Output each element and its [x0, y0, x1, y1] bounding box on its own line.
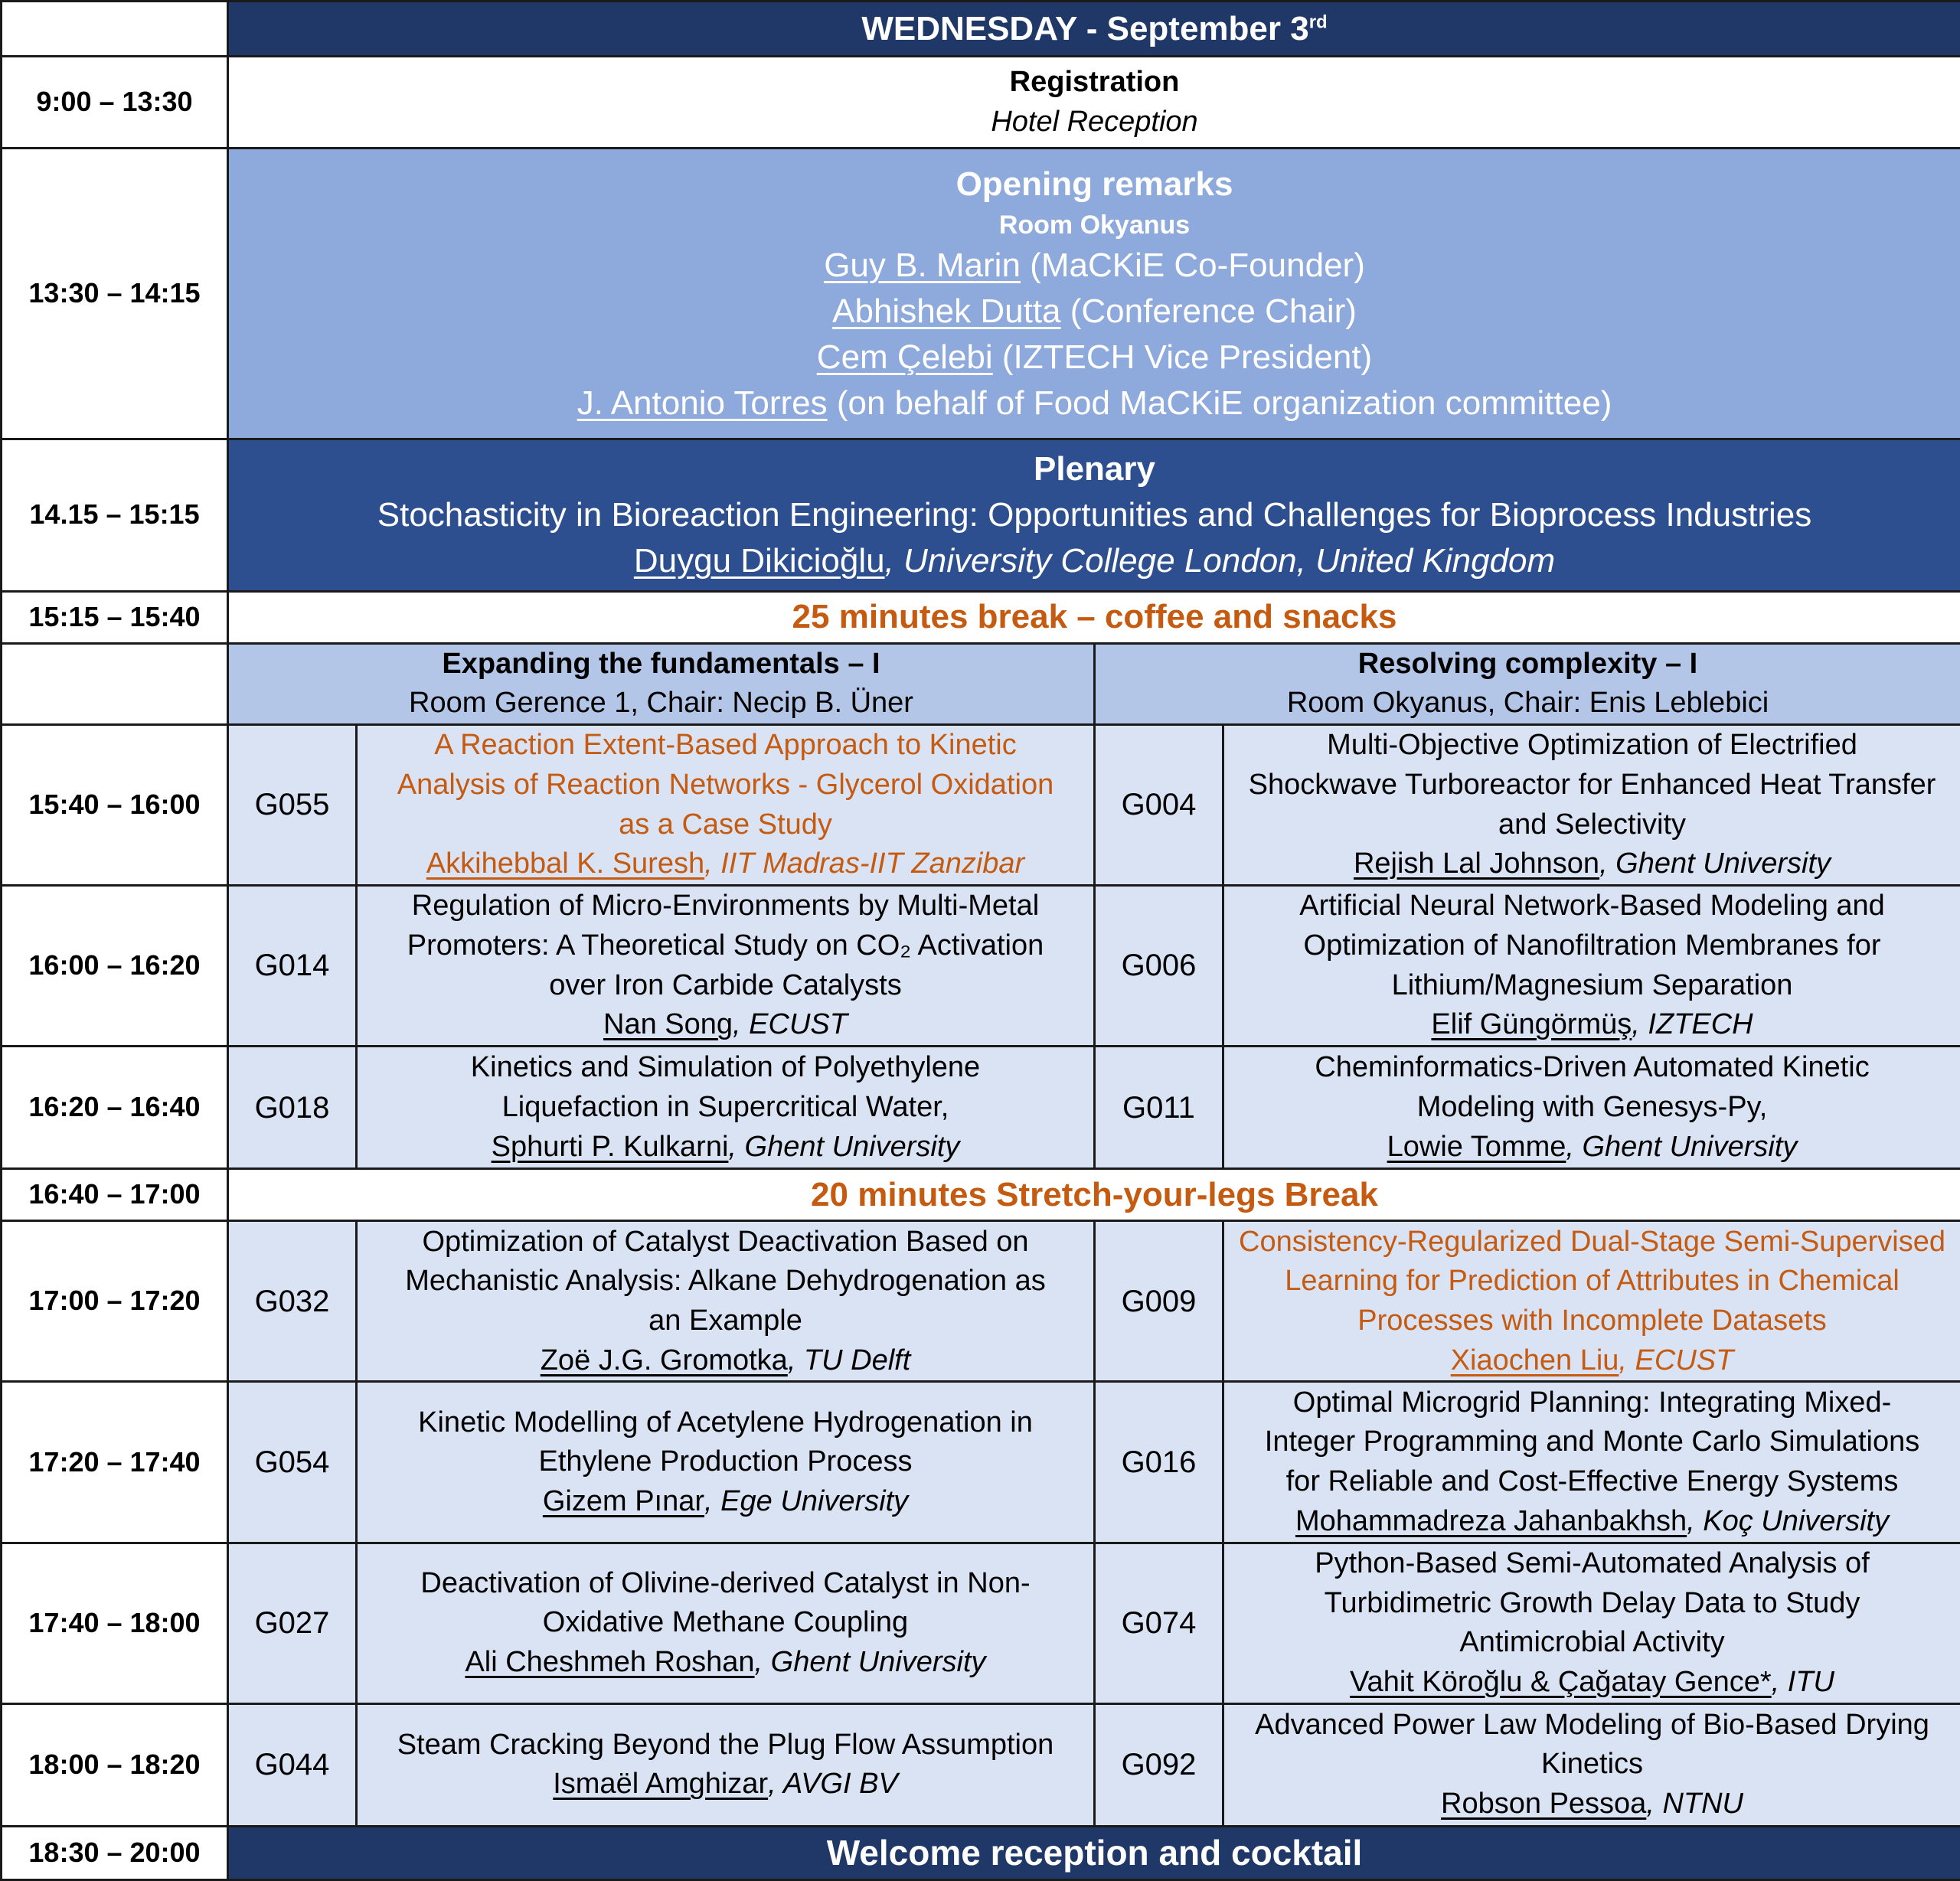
- time-cell: 17:00 – 17:20: [2, 1221, 228, 1382]
- session-right-title: Resolving complexity – I: [1357, 647, 1698, 680]
- talk-title-line: Optimization of Catalyst Deactivation Based on: [422, 1225, 1029, 1258]
- talk-title-line: Integer Programming and Monte Carlo Simulations: [1264, 1425, 1920, 1458]
- time-cell: 13:30 – 14:15: [2, 149, 228, 439]
- talk-author: Rejish Lal Johnson: [1353, 847, 1600, 880]
- talk-slot-row: [2, 1382, 1960, 1543]
- talk-affiliation: , Ghent University: [728, 1130, 960, 1163]
- talk-details: [357, 1221, 1095, 1382]
- talk-code: G092: [1095, 1703, 1223, 1826]
- talk-code: G016: [1095, 1382, 1223, 1543]
- opening-speaker: [234, 289, 1955, 335]
- talk-code: G006: [1095, 886, 1223, 1047]
- break-label: 25 minutes break – coffee and snacks: [228, 591, 1960, 643]
- time-cell: 18:30 – 20:00: [2, 1826, 228, 1879]
- time-cell: [2, 643, 228, 724]
- talk-affiliation: , Ege University: [704, 1484, 909, 1517]
- opening-title: Opening remarks: [956, 165, 1233, 204]
- talk-slot-row: [2, 724, 1960, 885]
- welcome-row: [2, 1826, 1960, 1879]
- talk-title-line: Modeling with Genesys-Py,: [1416, 1090, 1768, 1123]
- talk-author: Zoë J.G. Gromotka: [540, 1344, 788, 1376]
- talk-author: Nan Song: [603, 1008, 733, 1041]
- registration-row: [2, 57, 1960, 149]
- talk-title-line: Regulation of Micro-Environments by Multi-Metal: [411, 890, 1040, 923]
- speaker-name: Guy B. Marin: [824, 247, 1021, 285]
- talk-code: G032: [228, 1221, 357, 1382]
- talk-details: [1223, 886, 1960, 1047]
- plenary-cell: [228, 439, 1960, 591]
- plenary-title: Plenary: [1034, 450, 1155, 488]
- session-left-room: Room Gerence 1, Chair: Necip B. Üner: [409, 687, 913, 720]
- opening-row: [2, 149, 1960, 439]
- break-row: [2, 591, 1960, 643]
- talk-author: Ismaël Amghizar: [553, 1768, 769, 1801]
- header-time-cell: [2, 2, 228, 57]
- talk-title-line: Antimicrobial Activity: [1459, 1626, 1725, 1659]
- talk-title-line: Deactivation of Olivine-derived Catalyst in Non-: [420, 1566, 1031, 1599]
- speaker-role: (MaCKiE Co-Founder): [1020, 247, 1365, 285]
- day-suffix: rd: [1308, 11, 1328, 32]
- talk-slot-row: [2, 1703, 1960, 1826]
- talk-details: [357, 1543, 1095, 1703]
- talk-slot-row: [2, 886, 1960, 1047]
- talk-author: Lowie Tomme: [1387, 1130, 1566, 1163]
- plenary-speaker: Duygu Dikicioğlu: [633, 541, 885, 580]
- time-cell: 17:40 – 18:00: [2, 1543, 228, 1703]
- talk-code: G004: [1095, 724, 1223, 885]
- talk-title-line: over Iron Carbide Catalysts: [549, 968, 902, 1001]
- talk-affiliation: , NTNU: [1646, 1788, 1743, 1821]
- talk-affiliation: , Koç University: [1687, 1504, 1890, 1537]
- registration-title: Registration: [1009, 65, 1180, 98]
- talk-title-line: for Reliable and Cost-Effective Energy Systems: [1285, 1465, 1899, 1498]
- talk-author: Elif Güngörmüş: [1431, 1008, 1632, 1041]
- talk-author: Xiaochen Liu: [1450, 1344, 1619, 1376]
- opening-speaker: [234, 243, 1955, 289]
- time-cell: 16:20 – 16:40: [2, 1047, 228, 1169]
- talk-code: G074: [1095, 1543, 1223, 1703]
- plenary-talk: Stochasticity in Bioreaction Engineering: Opportunities and Challenges for Bioprocess Industries: [377, 496, 1812, 534]
- talk-title-line: Artificial Neural Network-Based Modeling and: [1299, 890, 1885, 923]
- talk-slot-row: [2, 1543, 1960, 1703]
- opening-room: Room Okyanus: [998, 210, 1191, 240]
- welcome-label: Welcome reception and cocktail: [228, 1826, 1960, 1879]
- talk-title-line: Learning for Prediction of Attributes in Chemical: [1285, 1265, 1900, 1298]
- talk-title-line: Analysis of Reaction Networks - Glycerol Oxidation: [397, 768, 1054, 801]
- talk-title-line: Python-Based Semi-Automated Analysis of: [1315, 1546, 1870, 1579]
- talk-title-line: and Selectivity: [1498, 808, 1687, 841]
- talk-author: Sphurti P. Kulkarni: [491, 1130, 729, 1163]
- talk-title-line: Advanced Power Law Modeling of Bio-Based Drying: [1255, 1708, 1929, 1741]
- talk-title-line: Optimal Microgrid Planning: Integrating Mixed-: [1292, 1386, 1892, 1419]
- talk-title-line: Shockwave Turboreactor for Enhanced Heat Transfer: [1248, 768, 1936, 801]
- day-header-row: [2, 2, 1960, 57]
- talk-title-line: an Example: [648, 1304, 802, 1337]
- talk-title-line: Lithium/Magnesium Separation: [1391, 968, 1793, 1001]
- talk-title-line: Optimization of Nanofiltration Membranes for: [1303, 929, 1881, 962]
- talk-title-line: as a Case Study: [619, 808, 832, 841]
- session-right: [1095, 643, 1960, 724]
- opening-speakers: [234, 243, 1955, 426]
- session-left-title: Expanding the fundamentals – I: [442, 647, 880, 680]
- time-cell: 16:40 – 17:00: [2, 1169, 228, 1221]
- talk-details: [357, 1703, 1095, 1826]
- speaker-name: J. Antonio Torres: [577, 384, 828, 422]
- talk-title-line: Oxidative Methane Coupling: [542, 1606, 909, 1639]
- talk-slot-row: [2, 1221, 1960, 1382]
- talk-title-line: Cheminformatics-Driven Automated Kinetic: [1315, 1051, 1870, 1084]
- talk-code: G009: [1095, 1221, 1223, 1382]
- talk-title-line: Steam Cracking Beyond the Plug Flow Assumption: [397, 1728, 1054, 1761]
- talk-details: [1223, 724, 1960, 885]
- talk-title-line: Kinetics: [1540, 1748, 1644, 1781]
- speaker-name: Abhishek Dutta: [832, 292, 1061, 330]
- talk-title-line: Liquefaction in Supercritical Water,: [501, 1090, 949, 1123]
- speaker-name: Cem Çelebi: [816, 338, 993, 376]
- talk-code: G018: [228, 1047, 357, 1169]
- talk-affiliation: , Ghent University: [754, 1646, 986, 1679]
- talk-affiliation: , IZTECH: [1632, 1008, 1753, 1041]
- talk-affiliation: , TU Delft: [787, 1344, 911, 1376]
- talk-details: [357, 1047, 1095, 1169]
- talk-title-line: Multi-Objective Optimization of Electrified: [1327, 729, 1857, 762]
- speaker-role: (Conference Chair): [1060, 292, 1357, 330]
- talk-title-line: Kinetics and Simulation of Polyethylene: [470, 1051, 981, 1084]
- talk-affiliation: , ITU: [1771, 1665, 1834, 1698]
- time-cell: 9:00 – 13:30: [2, 57, 228, 149]
- talk-code: G044: [228, 1703, 357, 1826]
- talk-author: Ali Cheshmeh Roshan: [465, 1646, 755, 1679]
- talk-title-line: A Reaction Extent-Based Approach to Kinetic: [434, 729, 1017, 762]
- talk-author: Gizem Pınar: [542, 1484, 705, 1517]
- talk-author: Vahit Köroğlu & Çağatay Gence*: [1350, 1665, 1772, 1698]
- plenary-affiliation: , University College London, United Kingdom: [884, 541, 1556, 580]
- talk-code: G011: [1095, 1047, 1223, 1169]
- time-cell: 15:15 – 15:40: [2, 591, 228, 643]
- time-cell: 16:00 – 16:20: [2, 886, 228, 1047]
- talk-affiliation: , Ghent University: [1566, 1130, 1798, 1163]
- talk-title-line: Kinetic Modelling of Acetylene Hydrogenation in: [418, 1406, 1033, 1439]
- talk-details: [1223, 1543, 1960, 1703]
- speaker-role: (IZTECH Vice President): [992, 338, 1373, 376]
- day-header: [228, 2, 1960, 57]
- opening-speaker: [234, 335, 1955, 380]
- session-left: [228, 643, 1095, 724]
- day-title: WEDNESDAY - September 3: [861, 9, 1309, 47]
- talk-code: G027: [228, 1543, 357, 1703]
- talk-details: [357, 886, 1095, 1047]
- talk-code: G014: [228, 886, 357, 1047]
- break-row: [2, 1169, 1960, 1221]
- registration-location: Hotel Reception: [991, 105, 1198, 138]
- talk-author: Robson Pessoa: [1441, 1788, 1647, 1821]
- talk-affiliation: , ECUST: [1619, 1344, 1734, 1376]
- session-header-row: [2, 643, 1960, 724]
- talk-details: [357, 724, 1095, 885]
- talk-details: [1223, 1221, 1960, 1382]
- break-label: 20 minutes Stretch-your-legs Break: [228, 1169, 1960, 1221]
- talk-code: G055: [228, 724, 357, 885]
- time-cell: 17:20 – 17:40: [2, 1382, 228, 1543]
- registration-cell: [228, 57, 1960, 149]
- talk-title-line: Mechanistic Analysis: Alkane Dehydrogenation as: [405, 1265, 1046, 1298]
- talk-title-line: Processes with Incomplete Datasets: [1357, 1304, 1827, 1337]
- talk-title-line: Turbidimetric Growth Delay Data to Study: [1324, 1586, 1860, 1619]
- opening-speaker: [234, 380, 1955, 426]
- talk-title-line: Ethylene Production Process: [538, 1445, 913, 1478]
- talk-code: G054: [228, 1382, 357, 1543]
- speaker-role: (on behalf of Food MaCKiE organization committee): [827, 384, 1612, 422]
- talk-title-line: Consistency-Regularized Dual-Stage Semi-Supervised: [1239, 1225, 1945, 1258]
- talk-affiliation: , ECUST: [733, 1008, 848, 1041]
- talk-affiliation: , Ghent University: [1599, 847, 1831, 880]
- talk-affiliation: , AVGI BV: [768, 1768, 898, 1801]
- time-cell: 14.15 – 15:15: [2, 439, 228, 591]
- talk-details: [1223, 1703, 1960, 1826]
- plenary-row: [2, 439, 1960, 591]
- talk-affiliation: , IIT Madras-IIT Zanzibar: [704, 847, 1025, 880]
- talk-details: [1223, 1047, 1960, 1169]
- session-right-room: Room Okyanus, Chair: Enis Leblebici: [1286, 687, 1769, 720]
- opening-cell: [228, 149, 1960, 439]
- talk-title-line: Promoters: A Theoretical Study on CO₂ Activation: [407, 929, 1044, 962]
- talk-details: [1223, 1382, 1960, 1543]
- talk-details: [357, 1382, 1095, 1543]
- time-cell: 15:40 – 16:00: [2, 724, 228, 885]
- time-cell: 18:00 – 18:20: [2, 1703, 228, 1826]
- talk-slot-row: [2, 1047, 1960, 1169]
- talk-author: Akkihebbal K. Suresh: [426, 847, 705, 880]
- talk-author: Mohammadreza Jahanbakhsh: [1295, 1504, 1687, 1537]
